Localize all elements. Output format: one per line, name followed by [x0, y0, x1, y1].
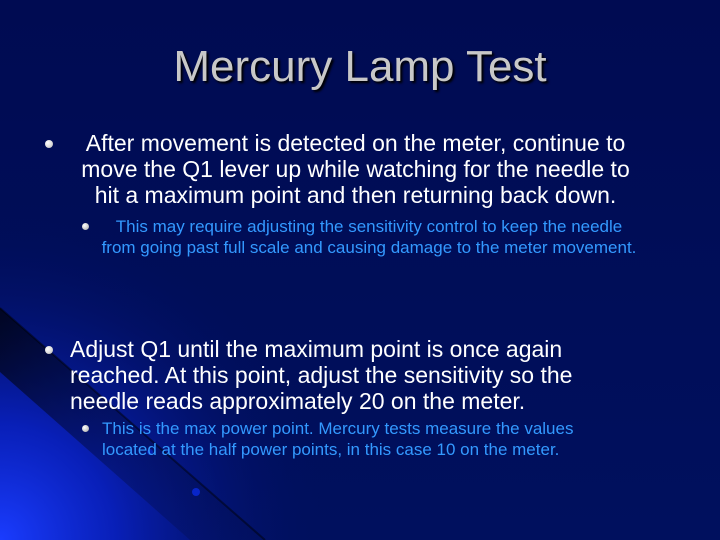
bullet-dot-icon — [45, 346, 53, 354]
slide-title: Mercury Lamp Test — [173, 42, 547, 91]
sub-bullet-dot-icon — [82, 425, 89, 432]
bullet-item-1 — [0, 130, 720, 258]
sub-bullet-text: This is the max power point. Mercury tests measure the values located at the half power points, in this case 10 on the meter. — [102, 419, 574, 459]
bullet-text: Adjust Q1 until the maximum point is once again reached. At this point, adjust the sensitivity so the needle reads approximately 20 on the meter. — [70, 336, 573, 414]
bullet-level2 — [0, 418, 720, 460]
sparkle-dot — [192, 488, 200, 496]
sub-bullet-text: This may require adjusting the sensitivity control to keep the needle from going past full scale and causing damage to the meter movement. — [101, 217, 637, 257]
bullet-dot-icon — [45, 140, 53, 148]
bullet-text: After movement is detected on the meter, continue to move the Q1 lever up while watching for the needle to hit a maximum point and then returning back down. — [81, 130, 630, 208]
bullet-level1 — [0, 336, 720, 414]
bullet-level1 — [0, 130, 720, 208]
bullet-level2 — [0, 216, 720, 258]
bullet-item-2 — [0, 336, 720, 460]
sub-bullet-dot-icon — [82, 223, 89, 230]
